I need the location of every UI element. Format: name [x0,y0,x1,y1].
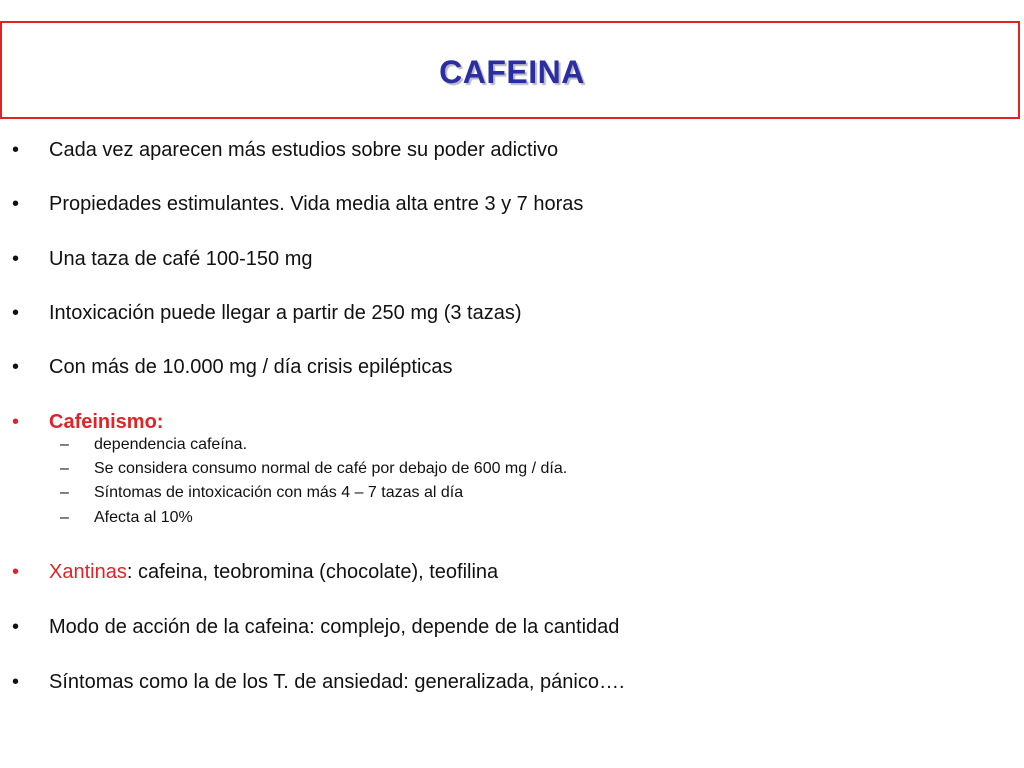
sub-bullet-dash: – [60,484,69,501]
bullet-text: Una taza de café 100-150 mg [49,248,313,270]
bullet-text: Síntomas como la de los T. de ansiedad: generalizada, pánico…. [49,671,625,693]
bullet-dot: • [12,302,20,324]
bullet-highlight: Xantinas [49,561,127,583]
bullet-dot: • [12,193,20,215]
bullet-dot: • [12,356,20,378]
sub-bullet-text: dependencia cafeína. [94,436,248,453]
bullet-dot: • [12,671,20,693]
sub-bullet-dash: – [60,509,69,526]
bullet-dot: • [12,616,20,638]
bullet-dot: • [12,139,20,161]
bullet-text: Cada vez aparecen más estudios sobre su poder adictivo [49,139,559,161]
bullet-dot: • [12,561,20,583]
bullet-text [49,559,498,585]
sub-bullet-dash: – [60,460,69,477]
sub-bullet-dash: – [60,436,69,453]
bullet-dot: • [12,411,20,433]
bullet-text: Cafeinismo: [49,411,164,433]
sub-bullet-text: Síntomas de intoxicación con más 4 – 7 tazas al día [94,484,464,501]
sub-bullet-text: Se considera consumo normal de café por debajo de 600 mg / día. [94,460,568,477]
bullet-text: Modo de acción de la cafeina: complejo, depende de la cantidad [49,616,620,638]
bullet-dot: • [12,248,20,270]
bullet-text: Intoxicación puede llegar a partir de 250 mg (3 tazas) [49,302,522,324]
bullet-text: Con más de 10.000 mg / día crisis epilépticas [49,356,453,378]
sub-bullet-text: Afecta al 10% [94,509,193,526]
bullet-rest: : cafeina, teobromina (chocolate), teofilina [126,561,499,583]
slide-title: CAFEINA [439,54,585,90]
bullet-text: Propiedades estimulantes. Vida media alta entre 3 y 7 horas [49,193,584,215]
